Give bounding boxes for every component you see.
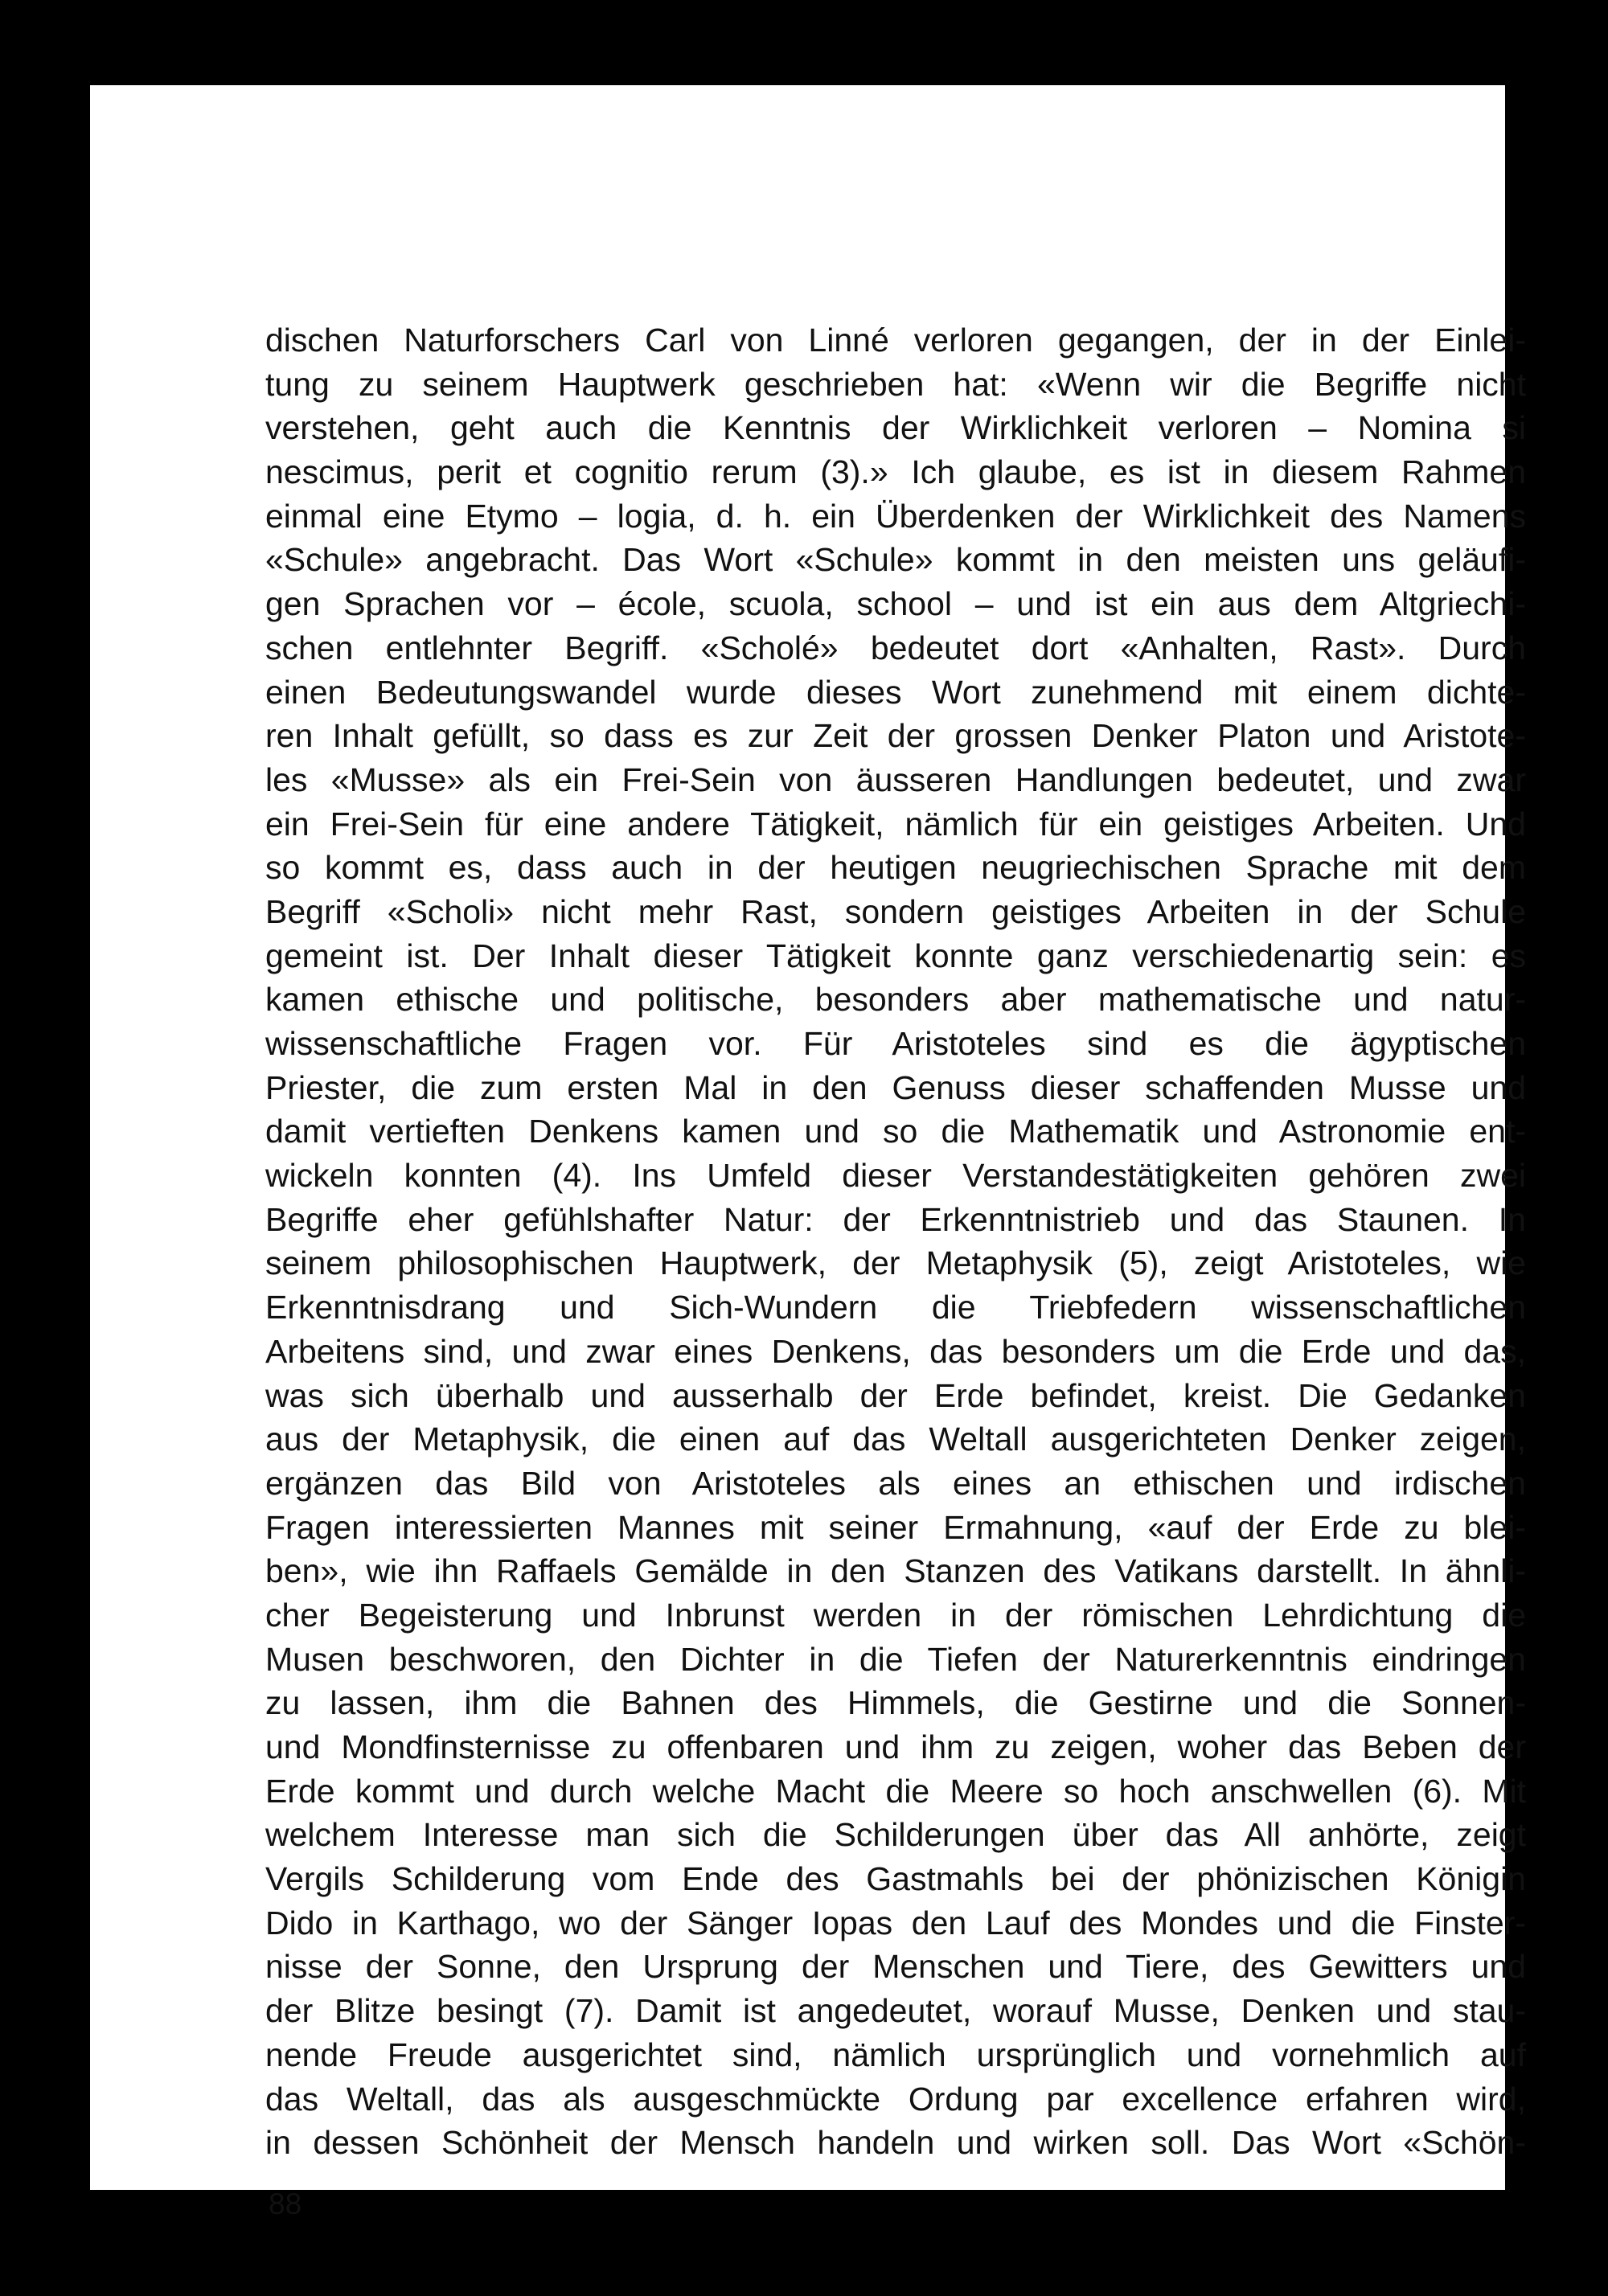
document-page [90, 85, 1526, 2220]
text-line: «Schule» angebracht. Das Wort «Schule» kommt in den meisten uns geläufi- [265, 541, 1526, 579]
page-number: 88 [269, 2187, 302, 2220]
text-line: der Blitze besingt (7). Damit ist angedeutet, worauf Musse, Denken und stau- [265, 1992, 1526, 2030]
text-line: was sich überhalb und ausserhalb der Erde befindet, kreist. Die Gedanken [265, 1376, 1526, 1414]
text-line: nisse der Sonne, den Ursprung der Menschen und Tiere, des Gewitters und [265, 1948, 1526, 1986]
text-line: ben», wie ihn Raffaels Gemälde in den Stanzen des Vatikans darstellt. In ähnli- [265, 1552, 1526, 1590]
text-line: verstehen, geht auch die Kenntnis der Wirklichkeit verloren – Nomina si [265, 409, 1526, 447]
text-line: zu lassen, ihm die Bahnen des Himmels, die Gestirne und die Sonnen- [265, 1684, 1526, 1722]
text-line: dischen Naturforschers Carl von Linné verloren gegangen, der in der Einlei- [265, 322, 1526, 359]
text-line: gemeint ist. Der Inhalt dieser Tätigkeit konnte ganz verschiedenartig sein: es [265, 937, 1526, 974]
text-line: nescimus, perit et cognitio rerum (3).» Ich glaube, es ist in diesem Rahmen [265, 453, 1526, 491]
text-line: Arbeitens sind, und zwar eines Denkens, das besonders um die Erde und das, [265, 1332, 1526, 1370]
text-line: wissenschaftliche Fragen vor. Für Aristoteles sind es die ägyptischen [265, 1025, 1526, 1062]
text-line: les «Musse» als ein Frei-Sein von äusseren Handlungen bedeutet, und zwar [265, 761, 1526, 798]
text-line: einen Bedeutungswandel wurde dieses Wort zunehmend mit einem dichte- [265, 673, 1526, 711]
text-line: ergänzen das Bild von Aristoteles als eines an ethischen und irdischen [265, 1464, 1526, 1502]
text-line: und Mondfinsternisse zu offenbaren und ihm zu zeigen, woher das Beben der [265, 1728, 1526, 1765]
text-line: in dessen Schönheit der Mensch handeln und wirken soll. Das Wort «Schön- [265, 2124, 1526, 2162]
text-line: schen entlehnter Begriff. «Scholé» bedeutet dort «Anhalten, Rast». Durch [265, 629, 1526, 666]
text-line: damit vertieften Denkens kamen und so die Mathematik und Astronomie ent- [265, 1113, 1526, 1150]
body-text [265, 318, 1526, 2165]
text-line: cher Begeisterung und Inbrunst werden in der römischen Lehrdichtung die [265, 1596, 1526, 1634]
text-line: welchem Interesse man sich die Schilderungen über das All anhörte, zeigt [265, 1816, 1526, 1854]
text-line: nende Freude ausgerichtet sind, nämlich ursprünglich und vornehmlich auf [265, 2036, 1526, 2073]
text-line: Erde kommt und durch welche Macht die Meere so hoch anschwellen (6). Mit [265, 1772, 1526, 1810]
text-line: Fragen interessierten Mannes mit seiner Ermahnung, «auf der Erde zu blei- [265, 1508, 1526, 1546]
text-line: ein Frei-Sein für eine andere Tätigkeit, nämlich für ein geistiges Arbeiten. Und [265, 805, 1526, 843]
text-line: kamen ethische und politische, besonders aber mathematische und natur- [265, 981, 1526, 1019]
text-line: Dido in Karthago, wo der Sänger Iopas den Lauf des Mondes und die Finster- [265, 1904, 1526, 1941]
text-line: Vergils Schilderung vom Ende des Gastmahls bei der phönizischen Königin [265, 1860, 1526, 1898]
text-line: Begriffe eher gefühlshafter Natur: der Erkenntnistrieb und das Staunen. In [265, 1200, 1526, 1238]
text-line: ren Inhalt gefüllt, so dass es zur Zeit der grossen Denker Platon und Aristote- [265, 717, 1526, 755]
text-line: Begriff «Scholi» nicht mehr Rast, sondern geistiges Arbeiten in der Schule [265, 892, 1526, 930]
text-line: Erkenntnisdrang und Sich-Wundern die Triebfedern wissenschaftlichen [265, 1289, 1526, 1326]
text-line: gen Sprachen vor – école, scuola, school – und ist ein aus dem Altgriechi- [265, 585, 1526, 623]
text-line: wickeln konnten (4). Ins Umfeld dieser Verstandestätigkeiten gehören zwei [265, 1157, 1526, 1195]
text-line: Musen beschworen, den Dichter in die Tiefen der Naturerkenntnis eindringen [265, 1640, 1526, 1678]
text-line: tung zu seinem Hauptwerk geschrieben hat: «Wenn wir die Begriffe nicht [265, 365, 1526, 403]
text-line: so kommt es, dass auch in der heutigen neugriechischen Sprache mit dem [265, 849, 1526, 887]
text-line: seinem philosophischen Hauptwerk, der Metaphysik (5), zeigt Aristoteles, wie [265, 1244, 1526, 1282]
text-line: Priester, die zum ersten Mal in den Genuss dieser schaffenden Musse und [265, 1068, 1526, 1106]
text-line: aus der Metaphysik, die einen auf das Weltall ausgerichteten Denker zeigen, [265, 1421, 1526, 1458]
text-line: einmal eine Etymo – logia, d. h. ein Überdenken der Wirklichkeit des Namens [265, 497, 1526, 535]
text-line: das Weltall, das als ausgeschmückte Ordung par excellence erfahren wird, [265, 2080, 1526, 2118]
